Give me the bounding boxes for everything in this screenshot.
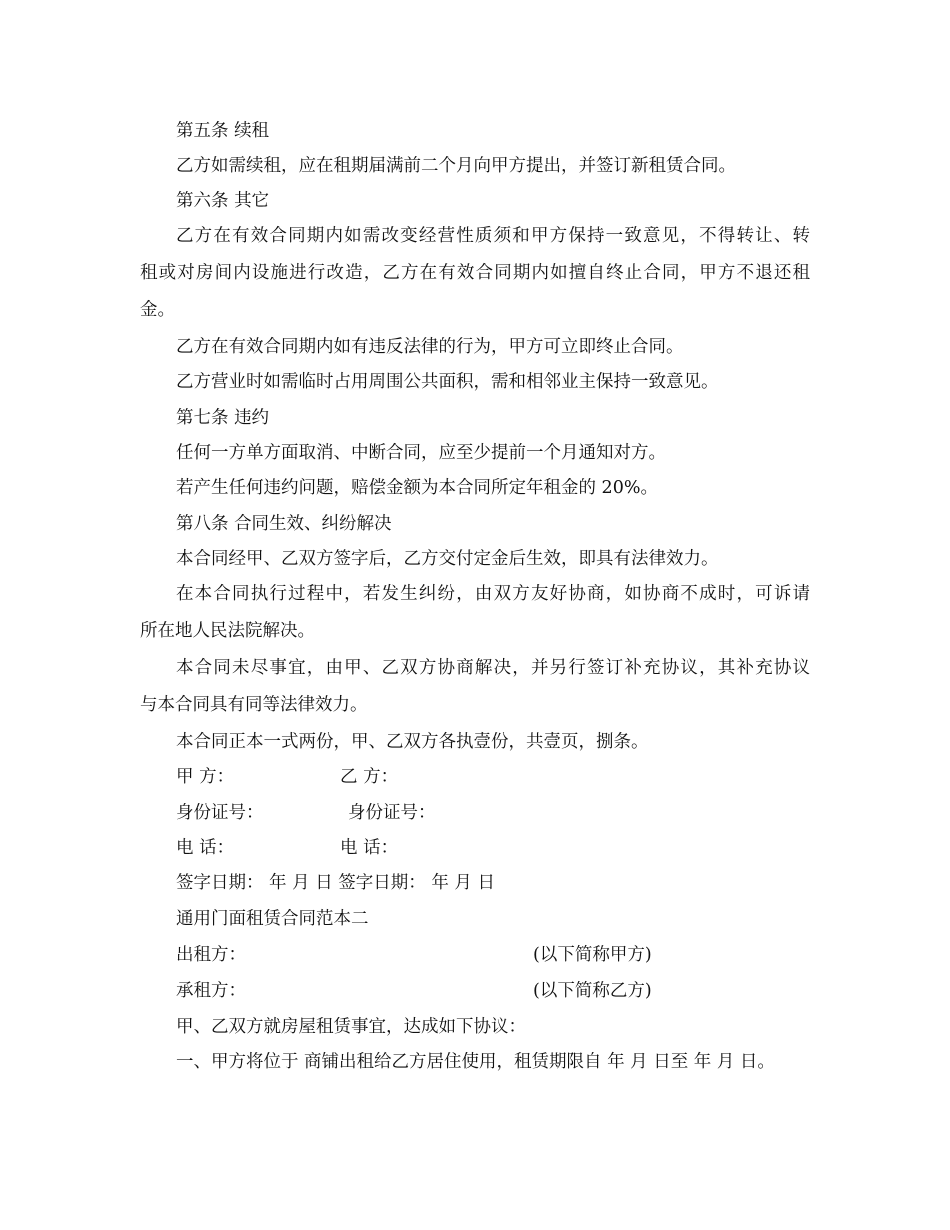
paragraph-other-line1: 乙方在有效合同期内如需改变经营性质须和甲方保持一致意见，不得转让、转 — [176, 226, 810, 246]
lessee-label: 承租方： — [176, 981, 246, 1001]
phone-b-label: 电 话： — [340, 838, 399, 858]
clause-1: 一、甲方将位于 商铺出租给乙方居住使用，租赁期限自 年 月 日至 年 月 日。 — [176, 1052, 775, 1072]
agreement-intro: 甲、乙双方就房屋租赁事宜，达成如下协议： — [176, 1017, 526, 1037]
paragraph-other-line2: 租或对房间内设施进行改造，乙方在有效合同期内如擅自终止合同，甲方不退还租 — [140, 263, 810, 283]
second-contract-title: 通用门面租赁合同范本二 — [176, 909, 369, 929]
paragraph-illegal-acts: 乙方在有效合同期内如有违反法律的行为，甲方可立即终止合同。 — [176, 337, 684, 357]
paragraph-effective: 本合同经甲、乙双方签字后，乙方交付定金后生效，即具有法律效力。 — [176, 549, 719, 569]
paragraph-renewal: 乙方如需续租，应在租期届满前二个月向甲方提出，并签订新租赁合同。 — [176, 156, 736, 176]
paragraph-public-area: 乙方营业时如需临时占用周围公共面积，需和相邻业主保持一致意见。 — [176, 372, 719, 392]
signing-date-line: 签字日期： 年 月 日 签字日期： 年 月 日 — [176, 873, 495, 893]
article-7-heading: 第七条 违约 — [176, 408, 270, 428]
phone-a-label: 电 话： — [176, 838, 235, 858]
paragraph-copies: 本合同正本一式两份，甲、乙双方各执壹份，共壹页，捌条。 — [176, 732, 649, 752]
party-a-label: 甲 方： — [176, 767, 235, 787]
paragraph-supplement-line2: 与本合同具有同等法律效力。 — [140, 695, 368, 715]
article-5-heading: 第五条 续租 — [176, 121, 270, 141]
article-6-heading: 第六条 其它 — [176, 191, 270, 211]
lessor-note: (以下简称甲方) — [533, 945, 652, 965]
party-b-label: 乙 方： — [340, 767, 399, 787]
paragraph-supplement-line1: 本合同未尽事宜，由甲、乙双方协商解决，并另行签订补充协议，其补充协议 — [176, 658, 810, 678]
paragraph-penalty: 若产生任何违约问题，赔偿金额为本合同所定年租金的 20%。 — [176, 478, 658, 498]
id-number-b-label: 身份证号： — [348, 803, 436, 823]
paragraph-dispute-line2: 所在地人民法院解决。 — [140, 621, 315, 641]
paragraph-other-line3: 金。 — [140, 300, 175, 320]
article-8-heading: 第八条 合同生效、纠纷解决 — [176, 514, 392, 534]
paragraph-dispute-line1: 在本合同执行过程中，若发生纠纷，由双方友好协商，如协商不成时，可诉请 — [176, 584, 810, 604]
lessor-label: 出租方： — [176, 945, 246, 965]
paragraph-cancellation: 任何一方单方面取消、中断合同，应至少提前一个月通知对方。 — [176, 443, 666, 463]
lessee-note: (以下简称乙方) — [533, 981, 652, 1001]
id-number-a-label: 身份证号： — [176, 803, 264, 823]
